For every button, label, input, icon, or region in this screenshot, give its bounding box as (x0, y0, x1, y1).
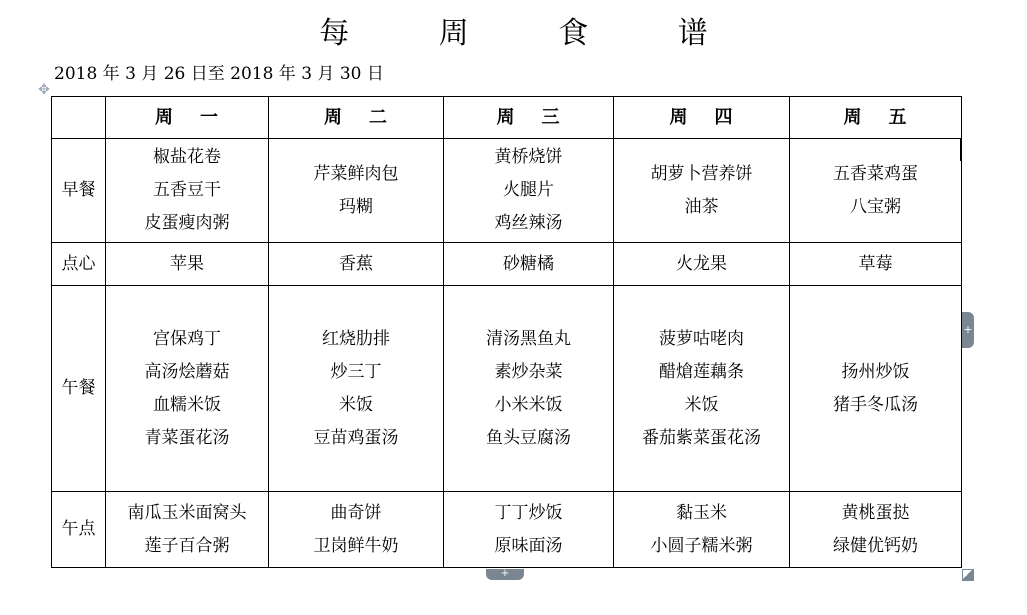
meal-label: 早餐 (52, 139, 106, 243)
dish-item: 高汤烩蘑菇 (144, 361, 230, 382)
day-header-fri: 周 五 (790, 97, 962, 139)
menu-cell[interactable] (614, 243, 790, 286)
day-header-mon: 周 一 (106, 97, 269, 139)
dish-item: 芹菜鲜肉包 (313, 163, 399, 184)
day-header-wed: 周 三 (444, 97, 614, 139)
day-header-thu: 周 四 (614, 97, 790, 139)
add-column-icon[interactable]: + (962, 312, 974, 348)
dish-item: 青菜蛋花汤 (144, 427, 230, 448)
dish-item: 卫岗鲜牛奶 (313, 535, 399, 556)
dish-item: 丁丁炒饭 (494, 502, 563, 523)
dish-item: 米饭 (339, 394, 373, 415)
dish-item: 醋熗莲藕条 (659, 361, 744, 382)
menu-cell[interactable] (444, 243, 614, 286)
dish-item: 黄桃蛋挞 (841, 502, 910, 523)
meal-label: 午点 (52, 492, 106, 568)
dish-item: 血糯米饭 (153, 394, 221, 415)
dish-item: 五香菜鸡蛋 (833, 163, 918, 184)
menu-cell[interactable] (269, 286, 444, 492)
header-row (52, 97, 962, 139)
corner-cell (52, 97, 106, 139)
menu-cell[interactable] (444, 139, 614, 243)
dish-item: 素炒杂菜 (494, 361, 563, 382)
dish-item: 炒三丁 (330, 361, 382, 382)
dish-item: 香蕉 (339, 253, 373, 274)
date-range: 2018 年 3 月 26 日至 2018 年 3 月 30 日 (54, 64, 384, 84)
dish-item: 椒盐花卷 (153, 147, 221, 167)
menu-cell[interactable] (614, 139, 790, 243)
dish-item: 鱼头豆腐汤 (486, 427, 571, 448)
dish-item: 火龙果 (676, 253, 727, 274)
menu-cell[interactable] (444, 286, 614, 492)
dish-item: 扬州炒饭 (841, 361, 910, 382)
table-row (52, 286, 962, 492)
dish-item: 黄桥烧饼 (494, 147, 563, 167)
dish-item: 苹果 (170, 253, 204, 274)
add-row-icon[interactable]: + (486, 569, 524, 580)
table-row (52, 139, 962, 243)
weekly-menu-table (51, 96, 962, 568)
menu-cell[interactable] (614, 286, 790, 492)
table-row (52, 492, 962, 568)
dish-item: 原味面汤 (494, 535, 563, 556)
menu-cell[interactable] (790, 492, 962, 568)
dish-item: 草莓 (858, 253, 893, 274)
dish-item: 黏玉米 (676, 502, 727, 523)
dish-item: 菠萝咕咾肉 (659, 328, 744, 349)
dish-item: 八宝粥 (850, 196, 901, 217)
meal-label: 午餐 (52, 286, 106, 492)
menu-cell[interactable] (106, 492, 269, 568)
meal-label: 点心 (52, 243, 106, 286)
dish-item: 红烧肋排 (322, 328, 390, 349)
dish-item: 胡萝卜营养饼 (650, 163, 753, 184)
menu-cell[interactable] (106, 286, 269, 492)
resize-handle-icon[interactable] (962, 569, 974, 581)
dish-item: 玛糊 (339, 196, 373, 217)
menu-cell[interactable] (790, 243, 962, 286)
dish-item: 小米米饭 (494, 394, 563, 415)
dish-item: 五香豆干 (153, 180, 221, 200)
menu-cell[interactable] (269, 243, 444, 286)
dish-item: 豆苗鸡蛋汤 (313, 427, 399, 448)
table-row (52, 243, 962, 286)
menu-cell[interactable] (444, 492, 614, 568)
menu-cell[interactable] (106, 243, 269, 286)
menu-cell[interactable] (790, 286, 962, 492)
dish-item: 曲奇饼 (330, 502, 382, 523)
dish-item: 猪手冬瓜汤 (833, 394, 918, 415)
day-header-tue: 周 二 (269, 97, 444, 139)
menu-cell[interactable] (106, 139, 269, 243)
dish-item: 鸡丝辣汤 (494, 213, 563, 233)
dish-item: 绿健优钙奶 (833, 535, 918, 556)
menu-cell[interactable] (614, 492, 790, 568)
dish-item: 小圆子糯米粥 (650, 535, 753, 556)
menu-cell[interactable] (790, 139, 962, 243)
dish-item: 清汤黑鱼丸 (486, 328, 571, 349)
dish-item: 皮蛋瘦肉粥 (144, 213, 230, 233)
dish-item: 砂糖橘 (503, 253, 554, 274)
dish-item: 番茄紫菜蛋花汤 (642, 427, 761, 448)
menu-cell[interactable] (269, 139, 444, 243)
dish-item: 宫保鸡丁 (153, 328, 221, 349)
page-title: 每 周 食 谱 (319, 16, 748, 51)
dish-item: 油茶 (684, 196, 719, 217)
menu-cell[interactable] (269, 492, 444, 568)
move-handle-icon[interactable]: ✥ (38, 82, 50, 98)
dish-item: 莲子百合粥 (144, 535, 230, 556)
dish-item: 南瓜玉米面窝头 (127, 502, 247, 523)
dish-item: 米饭 (684, 394, 719, 415)
dish-item: 火腿片 (503, 180, 554, 200)
